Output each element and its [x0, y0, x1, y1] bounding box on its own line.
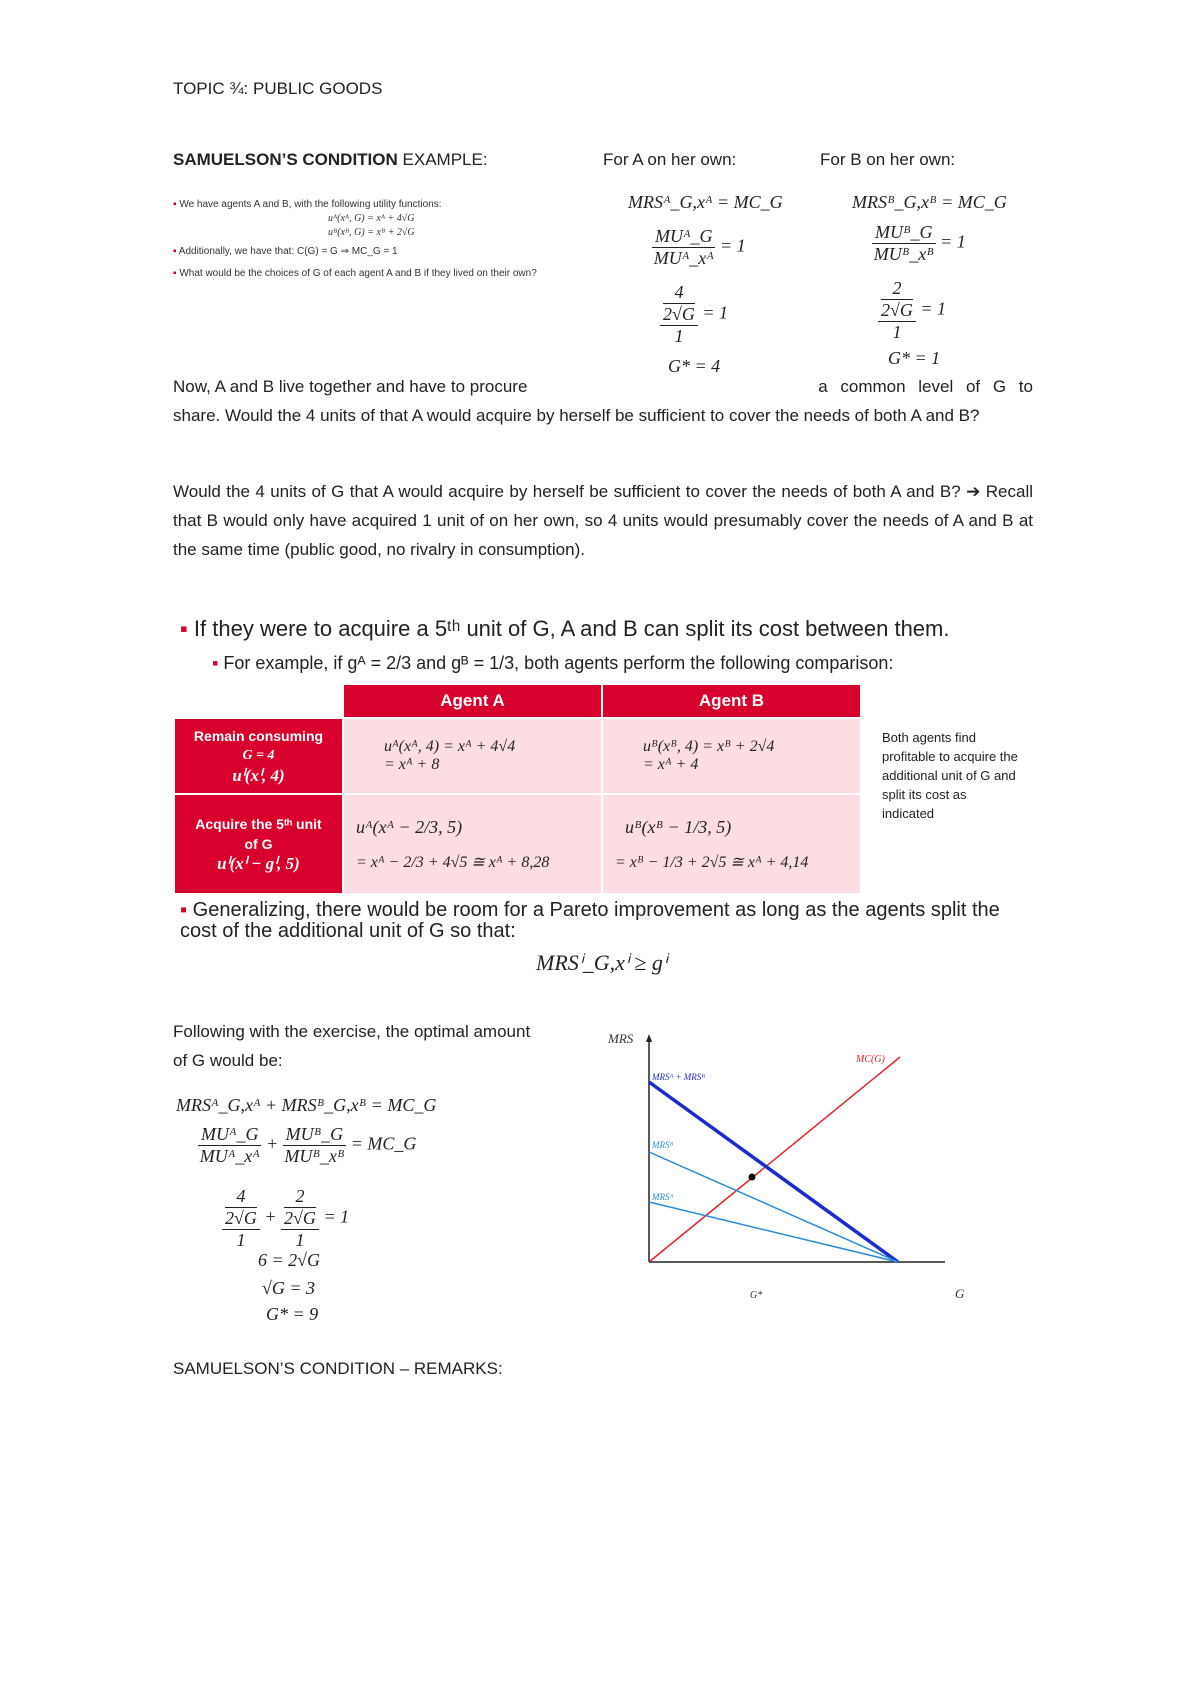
row-remain-head: Remain consuming G = 4 uⁱ(xⁱ, 4) — [174, 718, 343, 794]
mc-label: MC(G) — [856, 1054, 885, 1065]
col-b-label: For B on her own: — [820, 150, 956, 169]
sum-mrs-line — [649, 1082, 898, 1262]
sum-mrs-label: MRSᴬ + MRSᴮ — [652, 1072, 706, 1082]
optimum-point — [749, 1174, 756, 1181]
page-title: TOPIC ¾: PUBLIC GOODS — [173, 79, 383, 98]
b-eq-3: $\frac{\frac{2}{2√G}}{1}$ = 1 — [878, 278, 946, 343]
mrs-b-label: MRSᴮ — [652, 1140, 674, 1150]
mrs-b-line — [649, 1152, 898, 1262]
optimal-intro: Following with the exercise, the optimal amount of G would be: — [173, 1022, 531, 1070]
remarks-heading: SAMUELSON’S CONDITION – REMARKS: — [173, 1359, 503, 1378]
col-a-label: For A on her own: — [603, 150, 737, 169]
a-eq-3: $\frac{\frac{4}{2√G}}{1}$ = 1 — [660, 282, 728, 347]
paragraph-1: Now, A and B live together and have to procure a common level of G to share. Would the 4 units of that A would acquire by herself be sufficient to cover the needs of both A and B? — [173, 377, 1033, 425]
y-axis-arrow — [646, 1034, 652, 1042]
row-acquire-head: Acquire the 5ᵗʰ unit of G uⁱ(xⁱ − gⁱ, 5) — [174, 794, 343, 894]
agent-a-header: Agent A — [343, 684, 602, 718]
agent-b-header: Agent B — [602, 684, 861, 718]
mrs-graph — [600, 1030, 980, 1310]
opt-eq-4: 6 = 2√G — [258, 1250, 321, 1270]
opt-eq-5: √G = 3 — [262, 1278, 316, 1298]
slide-bullet-1: ▪ If they were to acquire a 5ᵗʰ unit of G, A and B can split its cost between them. — [180, 616, 950, 641]
paragraph-2: Would the 4 units of G that A would acquire by herself be sufficient to cover the needs of both A and B? ➔ Recall that B would only have acquired 1 unit of on her own, so 4 units would presumably cover the needs of A and B at the same time (public good, no rivalry in consumption). — [173, 482, 1033, 559]
opt-eq-2: $\frac{\text{MUᴬ\_G}}{\text{MUᴬ\_xᴬ}}$ + $\frac{\text{MUᴮ\_G}}{\text{MUᴮ\_xᴮ}}$ = MC_G — [199, 1124, 417, 1166]
example-bullets: ▪ We have agents A and B, with the following utility functions: uᴬ(xᴬ, G) = xᴬ + 4√G uᴮ(xᴮ, G) = xᴮ + 2√G ▪ Additionally, we have that: C(G) = G ⇒ MC_G = 1 ▪ What would be the choices of G of each agent A and B if they lived on their own? — [173, 199, 537, 279]
b-g-star: G* = 1 — [888, 348, 941, 368]
a-eq-1: MRSᴬ_G,xᴬ = MC_G — [628, 192, 783, 212]
b-eq-1: MRSᴮ_G,xᴮ = MC_G — [852, 192, 1007, 212]
a-eq-2: $\frac{\text{MUᴬ\_G}}{\text{MUᴬ\_xᴬ}}$ = 1 — [653, 226, 746, 268]
opt-eq-1: MRSᴬ_G,xᴬ + MRSᴮ_G,xᴮ = MC_G — [176, 1095, 437, 1115]
slide-bullet-3: ▪ Generalizing, there would be room for a Pareto improvement as long as the agents split the cost of the additional unit of G so that: — [180, 899, 1000, 942]
x-axis-label: G — [955, 1286, 965, 1301]
a-g-star: G* = 4 — [668, 356, 721, 376]
mrs-a-label: MRSᴬ — [652, 1192, 674, 1202]
pareto-condition: MRSⁱ_G,xⁱ ≥ gⁱ — [536, 950, 667, 975]
opt-eq-6: G* = 9 — [266, 1304, 319, 1324]
g-star-label: G* — [750, 1290, 763, 1301]
comparison-table — [173, 683, 862, 895]
row-acquire-a: uᴬ(xᴬ − 2/3, 5) = xᴬ − 2/3 + 4√5 ≅ xᴬ + 8,28 — [343, 794, 602, 894]
example-heading: SAMUELSON’S CONDITION EXAMPLE: — [173, 150, 488, 169]
opt-eq-3: $\frac{\frac{4}{2√G}}{1}$ + $\frac{\frac{2}{2√G}}{1}$ = 1 — [222, 1186, 349, 1251]
mc-line — [649, 1057, 900, 1262]
y-axis-label: MRS — [608, 1031, 634, 1046]
b-eq-2: $\frac{\text{MUᴮ\_G}}{\text{MUᴮ\_xᴮ}}$ = 1 — [873, 222, 966, 264]
row-remain-b: uᴮ(xᴮ, 4) = xᴮ + 2√4 = xᴬ + 4 — [602, 718, 861, 794]
row-remain-a: uᴬ(xᴬ, 4) = xᴬ + 4√4 = xᴬ + 8 — [343, 718, 602, 794]
row-acquire-b: uᴮ(xᴮ − 1/3, 5) = xᴮ − 1/3 + 2√5 ≅ xᴬ + 4,14 — [602, 794, 861, 894]
side-note: Both agents find profitable to acquire the additional unit of G and split its cost as indicated — [882, 730, 1018, 821]
slide-bullet-2: ▪ For example, if gᴬ = 2/3 and gᴮ = 1/3, both agents perform the following comparison: — [212, 653, 894, 673]
